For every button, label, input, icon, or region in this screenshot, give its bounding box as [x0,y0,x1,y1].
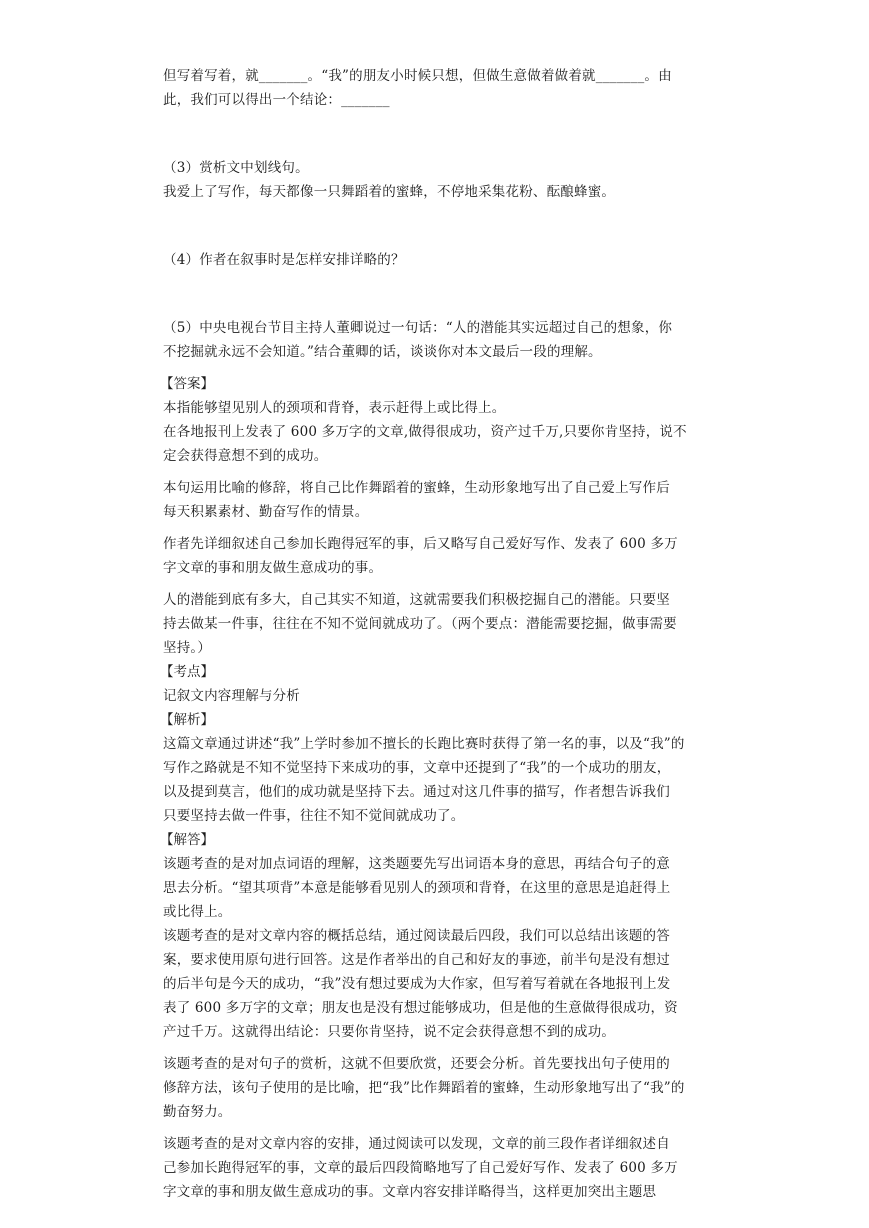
answer-1: 本指能够望见别人的颈项和背脊，表示赶得上或比得上。 [163,400,506,416]
kaodian-text: 记叙文内容理解与分析 [163,688,300,704]
answer-4-line-1: 作者先详细叙述自己参加长跑得冠军的事，后又略写自己爱好写作、发表了 600 多万 [163,536,678,552]
q3-underlined-sentence: 我爱上了写作，每天都像一只舞蹈着的蜜蜂，不停地采集花粉、酝酿蜂蜜。 [163,184,616,200]
jieda-2-line-4: 表了 600 多万字的文章；朋友也是没有想过能够成功，但是他的生意做得很成功，资 [163,1000,678,1016]
q2-continuation-line-2: 此，我们可以得出一个结论：_______ [163,92,390,108]
q2-continuation-line-1: 但写着写着，就_______。“我”的朋友小时候只想，但做生意做着做着就_______。由 [163,68,672,84]
jieda-1-line-3: 或比得上。 [163,904,232,920]
jieda-label: 【解答】 [160,832,214,848]
jieda-3-line-3: 勤奋努力。 [163,1104,232,1120]
jieda-1-line-1: 该题考查的是对加点词语的理解，这类题要先写出词语本身的意思，再结合句子的意 [163,856,670,872]
answer-5-line-3: 坚持。） [163,640,212,656]
kaodian-label: 【考点】 [160,664,214,680]
document-page [160,64,716,1204]
jieda-2-line-1: 该题考查的是对文章内容的概括总结，通过阅读最后四段，我们可以总结出该题的答 [163,928,670,944]
answer-label: 【答案】 [160,376,214,392]
answer-4-line-2: 字文章的事和朋友做生意成功的事。 [163,560,383,576]
jieda-2-line-5: 产过千万。这就得出结论：只要你肯坚持，说不定会获得意想不到的成功。 [163,1024,616,1040]
answer-5-line-1: 人的潜能到底有多大，自己其实不知道，这就需要我们积极挖掘自己的潜能。只要坚 [163,592,670,608]
q5-line-1: （5）中央电视台节目主持人董卿说过一句话：“人的潜能其实远超过自己的想象，你 [163,320,673,336]
jiexi-line-2: 写作之路就是不知不觉坚持下来成功的事，文章中还提到了“我”的一个成功的朋友， [163,760,671,776]
jieda-1-line-2: 思去分析。“望其项背”本意是能够看见别人的颈项和背脊，在这里的意思是追赶得上 [163,880,671,896]
jieda-3-line-1: 该题考查的是对句子的赏析，这就不但要欣赏，还要会分析。首先要找出句子使用的 [163,1056,670,1072]
q5-line-2: 不挖掘就永远不会知道。”结合董卿的话，谈谈你对本文最后一段的理解。 [163,344,602,360]
jieda-2-line-3: 的后半句是今天的成功，“我”没有想过要成为大作家，但写着写着就在各地报刊上发 [163,976,671,992]
q4-title: （4）作者在叙事时是怎样安排详略的？ [163,252,405,268]
answer-5-line-2: 持去做某一件事，往往在不知不觉间就成功了。（两个要点：潜能需要挖掘，做事需要 [163,616,677,632]
jieda-4-line-2: 己参加长跑得冠军的事，文章的最后四段简略地写了自己爱好写作、发表了 600 多万 [163,1160,678,1176]
jieda-4-line-1: 该题考查的是对文章内容的安排，通过阅读可以发现，文章的前三段作者详细叙述自 [163,1136,670,1152]
q3-title: （3）赏析文中划线句。 [163,160,309,176]
jiexi-label: 【解析】 [160,712,214,728]
jiexi-line-4: 只要坚持去做一件事，往往不知不觉间就成功了。 [163,808,465,824]
jiexi-line-1: 这篇文章通过讲述“我”上学时参加不擅长的长跑比赛时获得了第一名的事，以及“我”的 [163,736,685,752]
jieda-2-line-2: 案，要求使用原句进行回答。这是作者举出的自己和好友的事迹，前半句是没有想过 [163,952,670,968]
jiexi-line-3: 以及提到莫言，他们的成功就是坚持下去。通过对这几件事的描写，作者想告诉我们 [163,784,670,800]
answer-3-line-1: 本句运用比喻的修辞，将自己比作舞蹈着的蜜蜂，生动形象地写出了自己爱上写作后 [163,480,670,496]
answer-2-line-2: 定会获得意想不到的成功。 [163,448,328,464]
jieda-4-line-3: 字文章的事和朋友做生意成功的事。文章内容安排详略得当，这样更加突出主题思 [163,1184,657,1200]
jieda-3-line-2: 修辞方法，该句子使用的是比喻，把“我”比作舞蹈着的蜜蜂，生动形象地写出了“我”的 [163,1080,685,1096]
answer-3-line-2: 每天积累素材、勤奋写作的情景。 [163,504,369,520]
answer-2-line-1: 在各地报刊上发表了 600 多万字的文章,做得很成功，资产过千万,只要你肯坚持，说不 [163,424,687,440]
